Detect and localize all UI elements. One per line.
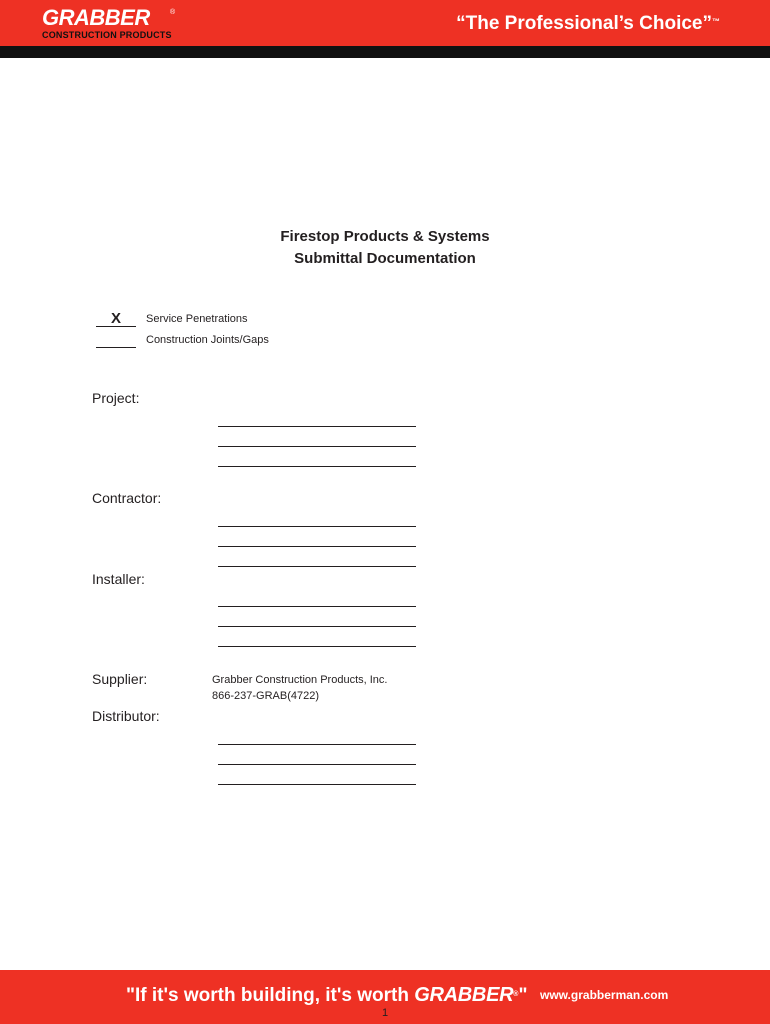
document-title (0, 226, 770, 270)
tagline-text: “The Professional’s Choice” (456, 13, 712, 34)
project-line-2[interactable] (218, 446, 416, 447)
project-label: Project: (92, 390, 140, 406)
distributor-line-3[interactable] (218, 784, 416, 785)
slogan-end: " (518, 985, 528, 1006)
project-line-1[interactable] (218, 426, 416, 427)
website-link[interactable]: www.grabberman.com (540, 988, 669, 1002)
header-rule (0, 46, 770, 58)
supplier-name: Grabber Construction Products, Inc. (212, 674, 388, 686)
tagline (456, 12, 720, 36)
checklist-label: Service Penetrations (146, 313, 248, 325)
contractor-line-2[interactable] (218, 546, 416, 547)
installer-line-3[interactable] (218, 646, 416, 647)
page-number: 1 (381, 1007, 389, 1019)
footer-logo-wordmark: GRABBER (414, 984, 514, 1006)
checkbox-blank[interactable]: X (96, 311, 136, 327)
contractor-line-1[interactable] (218, 526, 416, 527)
registered-mark: ® (513, 991, 519, 998)
distributor-label: Distributor: (92, 708, 160, 724)
registered-mark: ® (170, 9, 176, 16)
title-line-1: Firestop Products & Systems (280, 228, 490, 245)
title-line-2: Submittal Documentation (294, 250, 476, 267)
logo-wordmark: GRABBER (42, 5, 150, 30)
footer-slogan (126, 983, 527, 1008)
contractor-label: Contractor: (92, 490, 162, 506)
trademark-mark: ™ (712, 17, 720, 26)
contractor-line-3[interactable] (218, 566, 416, 567)
supplier-label: Supplier: (92, 671, 148, 687)
installer-line-1[interactable] (218, 606, 416, 607)
supplier-phone: 866-237-GRAB(4722) (212, 690, 320, 702)
installer-line-2[interactable] (218, 626, 416, 627)
installer-label: Installer: (92, 571, 145, 587)
checkbox-blank[interactable] (96, 332, 136, 348)
distributor-line-2[interactable] (218, 764, 416, 765)
logo-subtext: CONSTRUCTION PRODUCTS (42, 30, 172, 40)
project-line-3[interactable] (218, 466, 416, 467)
slogan-text: "If it's worth building, it's worth (126, 985, 415, 1006)
distributor-line-1[interactable] (218, 744, 416, 745)
grabber-logo (42, 6, 182, 42)
checklist-label: Construction Joints/Gaps (146, 334, 269, 346)
